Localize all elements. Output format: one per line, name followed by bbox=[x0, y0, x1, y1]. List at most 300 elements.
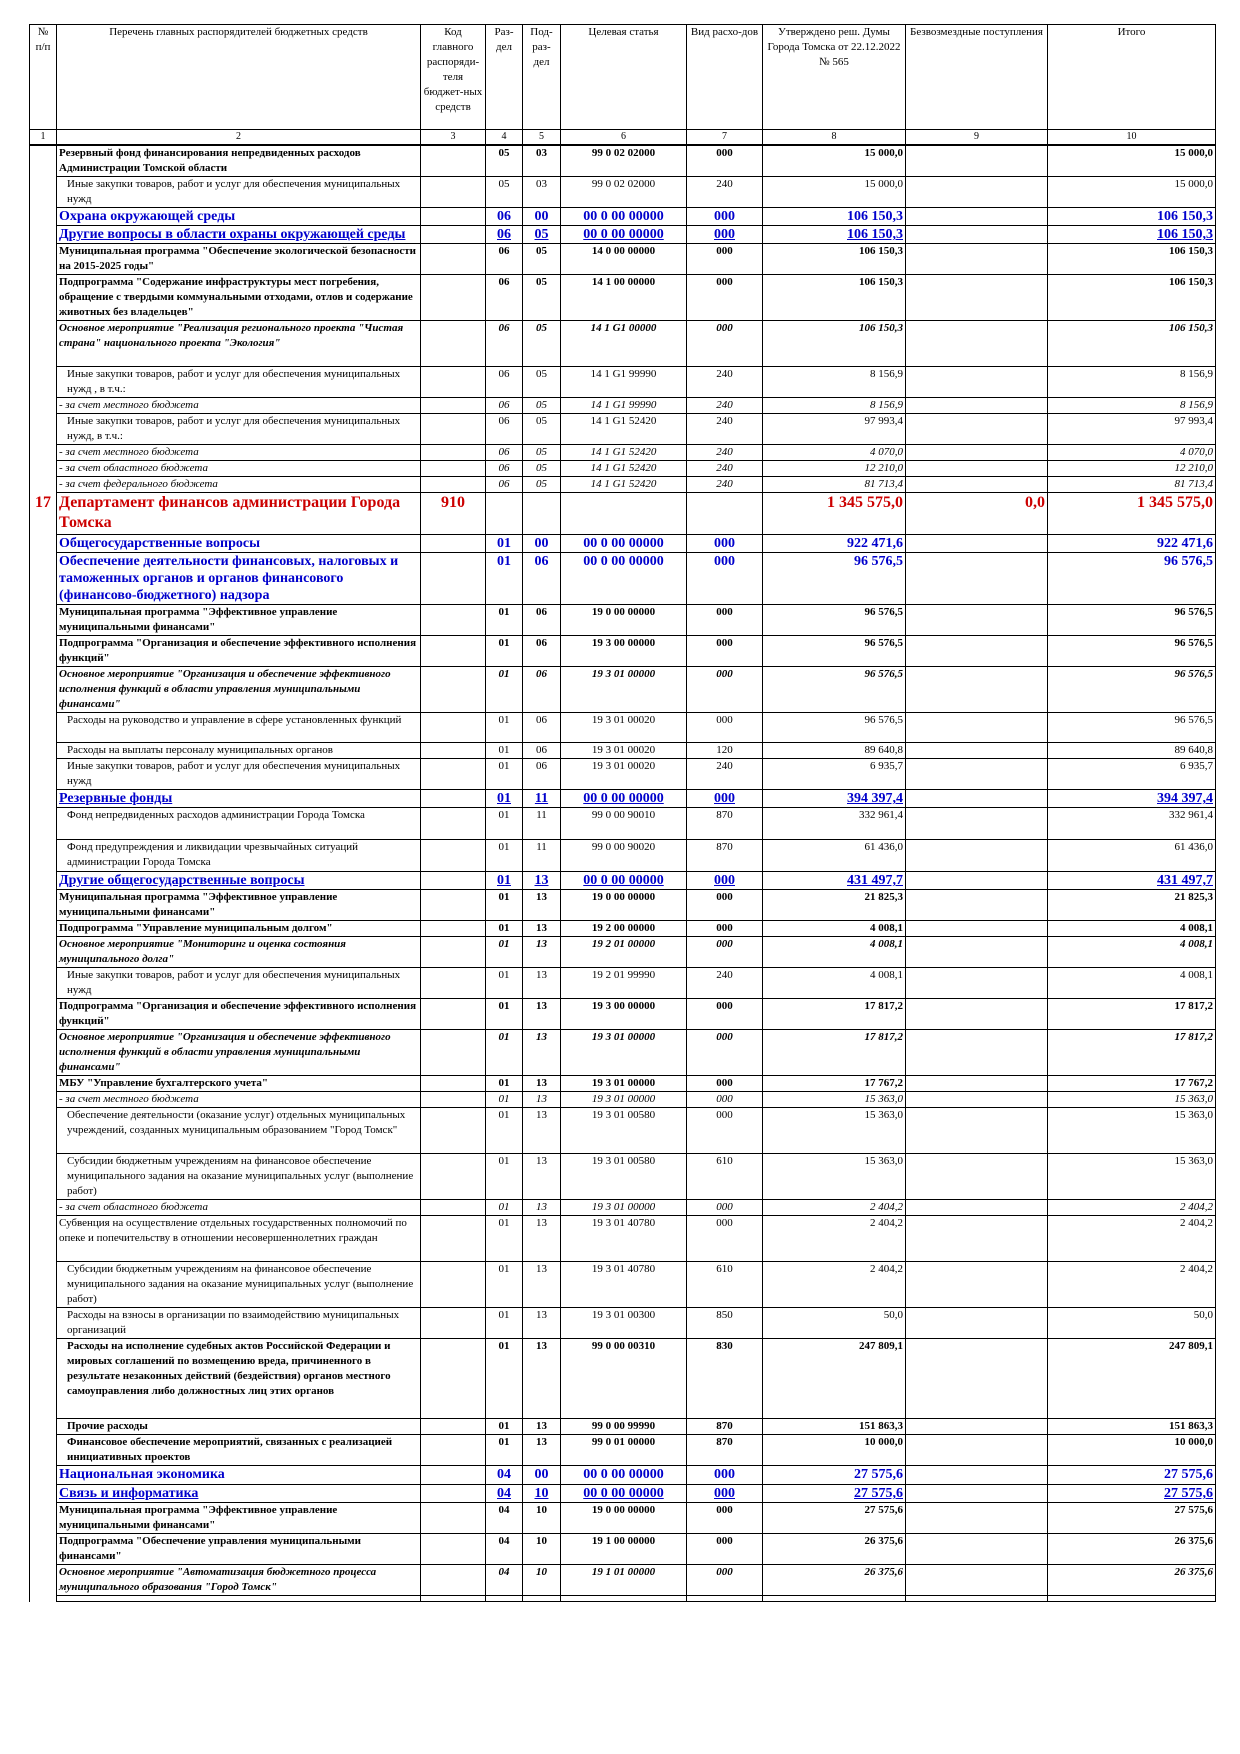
row-razdel: 04 bbox=[486, 1485, 523, 1503]
row-approved: 26 375,6 bbox=[763, 1534, 906, 1565]
row-expense-type: 240 bbox=[687, 759, 763, 790]
row-number bbox=[30, 321, 57, 367]
row-podrazdel: 13 bbox=[523, 1435, 561, 1466]
row-number bbox=[30, 968, 57, 999]
table-row bbox=[30, 1076, 1216, 1092]
row-total: 27 575,6 bbox=[1048, 1503, 1216, 1534]
row-total: 15 363,0 bbox=[1048, 1092, 1216, 1108]
col-header-approved: Утверждено реш. Думы Города Томска от 22.12.2022 № 565 bbox=[763, 25, 906, 130]
table-row bbox=[30, 713, 1216, 743]
row-grants bbox=[906, 461, 1048, 477]
row-grants bbox=[906, 840, 1048, 872]
row-code bbox=[421, 968, 486, 999]
row-podrazdel: 10 bbox=[523, 1503, 561, 1534]
row-target-article: 14 1 G1 52420 bbox=[561, 477, 687, 493]
row-target-article: 19 3 00 00000 bbox=[561, 636, 687, 667]
row-grants bbox=[906, 1092, 1048, 1108]
row-grants bbox=[906, 1154, 1048, 1200]
row-target-article: 99 0 00 90020 bbox=[561, 840, 687, 872]
row-number bbox=[30, 208, 57, 226]
row-name: Подпрограмма "Обеспечение управления муниципальными финансами" bbox=[57, 1534, 421, 1565]
row-total: 8 156,9 bbox=[1048, 367, 1216, 398]
row-name: Иные закупки товаров, работ и услуг для обеспечения муниципальных нужд , в т.ч.: bbox=[57, 367, 421, 398]
table-row bbox=[30, 921, 1216, 937]
row-approved: 247 809,1 bbox=[763, 1339, 906, 1419]
row-target-article: 99 0 01 00000 bbox=[561, 1435, 687, 1466]
row-number bbox=[30, 1154, 57, 1200]
row-name: Резервные фонды bbox=[57, 790, 421, 808]
table-row bbox=[30, 1092, 1216, 1108]
row-razdel: 06 bbox=[486, 244, 523, 275]
row-approved: 50,0 bbox=[763, 1308, 906, 1339]
row-razdel: 01 bbox=[486, 1216, 523, 1262]
row-number bbox=[30, 477, 57, 493]
row-code bbox=[421, 1466, 486, 1485]
row-razdel: 06 bbox=[486, 477, 523, 493]
row-podrazdel: 13 bbox=[523, 1154, 561, 1200]
row-number bbox=[30, 921, 57, 937]
row-total: 12 210,0 bbox=[1048, 461, 1216, 477]
row-number bbox=[30, 937, 57, 968]
row-total: 26 375,6 bbox=[1048, 1565, 1216, 1596]
row-target-article: 99 0 00 00310 bbox=[561, 1339, 687, 1419]
row-podrazdel: 13 bbox=[523, 1092, 561, 1108]
row-podrazdel: 06 bbox=[523, 636, 561, 667]
row-target-article: 19 0 00 00000 bbox=[561, 890, 687, 921]
row-expense-type: 240 bbox=[687, 177, 763, 208]
row-number bbox=[30, 636, 57, 667]
row-code bbox=[421, 808, 486, 840]
row-approved: 106 150,3 bbox=[763, 321, 906, 367]
table-row bbox=[30, 145, 1216, 177]
row-name: Субсидии бюджетным учреждениям на финансовое обеспечение муниципального задания на оказание муниципальных услуг (выполнение работ) bbox=[57, 1154, 421, 1200]
row-grants bbox=[906, 636, 1048, 667]
row-name: Иные закупки товаров, работ и услуг для обеспечения муниципальных нужд bbox=[57, 177, 421, 208]
table-row bbox=[30, 667, 1216, 713]
table-row bbox=[30, 461, 1216, 477]
row-expense-type: 240 bbox=[687, 968, 763, 999]
row-total: 4 008,1 bbox=[1048, 968, 1216, 999]
row-name: - за счет областного бюджета bbox=[57, 1200, 421, 1216]
table-row bbox=[30, 605, 1216, 636]
col-number: 1 bbox=[30, 130, 57, 146]
col-number: 5 bbox=[523, 130, 561, 146]
row-name: Иные закупки товаров, работ и услуг для обеспечения муниципальных нужд bbox=[57, 968, 421, 999]
row-expense-type: 240 bbox=[687, 445, 763, 461]
row-grants bbox=[906, 890, 1048, 921]
row-name: - за счет местного бюджета bbox=[57, 398, 421, 414]
col-number: 6 bbox=[561, 130, 687, 146]
row-number bbox=[30, 743, 57, 759]
row-approved: 17 767,2 bbox=[763, 1076, 906, 1092]
row-grants bbox=[906, 208, 1048, 226]
row-number bbox=[30, 367, 57, 398]
row-total: 15 363,0 bbox=[1048, 1154, 1216, 1200]
row-podrazdel: 05 bbox=[523, 367, 561, 398]
col-header-podrazdel: Под-раз-дел bbox=[523, 25, 561, 130]
table-row bbox=[30, 244, 1216, 275]
row-target-article: 19 3 01 00000 bbox=[561, 1076, 687, 1092]
filler-cell bbox=[1048, 1596, 1216, 1602]
row-number bbox=[30, 1076, 57, 1092]
row-razdel: 01 bbox=[486, 605, 523, 636]
filler-cell bbox=[687, 1596, 763, 1602]
row-approved: 431 497,7 bbox=[763, 872, 906, 890]
row-approved: 27 575,6 bbox=[763, 1503, 906, 1534]
row-grants bbox=[906, 937, 1048, 968]
row-name: Основное мероприятие "Реализация регионального проекта "Чистая страна" национального проекта "Экология" bbox=[57, 321, 421, 367]
row-expense-type: 000 bbox=[687, 1108, 763, 1154]
row-code bbox=[421, 177, 486, 208]
header-row bbox=[30, 25, 1216, 130]
row-grants bbox=[906, 968, 1048, 999]
row-razdel: 06 bbox=[486, 226, 523, 244]
row-expense-type: 240 bbox=[687, 477, 763, 493]
row-grants bbox=[906, 1339, 1048, 1419]
row-approved: 10 000,0 bbox=[763, 1435, 906, 1466]
row-expense-type: 000 bbox=[687, 145, 763, 177]
row-target-article: 19 3 01 00300 bbox=[561, 1308, 687, 1339]
row-code bbox=[421, 535, 486, 553]
row-name: Подпрограмма "Управление муниципальным долгом" bbox=[57, 921, 421, 937]
row-grants bbox=[906, 226, 1048, 244]
row-number bbox=[30, 790, 57, 808]
row-code bbox=[421, 414, 486, 445]
row-approved: 21 825,3 bbox=[763, 890, 906, 921]
row-total: 106 150,3 bbox=[1048, 321, 1216, 367]
row-approved: 8 156,9 bbox=[763, 367, 906, 398]
col-number: 2 bbox=[57, 130, 421, 146]
row-name: Фонд предупреждения и ликвидации чрезвычайных ситуаций администрации Города Томска bbox=[57, 840, 421, 872]
col-number: 4 bbox=[486, 130, 523, 146]
row-number: 17 bbox=[30, 493, 57, 535]
table-row bbox=[30, 275, 1216, 321]
table-row bbox=[30, 535, 1216, 553]
row-target-article: 00 0 00 00000 bbox=[561, 208, 687, 226]
row-podrazdel: 06 bbox=[523, 713, 561, 743]
row-number bbox=[30, 1339, 57, 1419]
row-total: 15 000,0 bbox=[1048, 145, 1216, 177]
budget-table-sheet bbox=[29, 24, 1215, 1602]
row-razdel: 04 bbox=[486, 1503, 523, 1534]
row-target-article: 19 2 01 00000 bbox=[561, 937, 687, 968]
row-razdel: 06 bbox=[486, 461, 523, 477]
row-razdel: 01 bbox=[486, 968, 523, 999]
row-total: 2 404,2 bbox=[1048, 1262, 1216, 1308]
row-expense-type: 000 bbox=[687, 1030, 763, 1076]
row-podrazdel: 05 bbox=[523, 461, 561, 477]
row-approved: 4 008,1 bbox=[763, 921, 906, 937]
row-podrazdel bbox=[523, 493, 561, 535]
row-total: 15 000,0 bbox=[1048, 177, 1216, 208]
row-grants bbox=[906, 1262, 1048, 1308]
row-number bbox=[30, 1030, 57, 1076]
row-podrazdel: 13 bbox=[523, 890, 561, 921]
table-row bbox=[30, 1534, 1216, 1565]
row-code bbox=[421, 477, 486, 493]
row-podrazdel: 06 bbox=[523, 759, 561, 790]
row-code bbox=[421, 1308, 486, 1339]
row-razdel: 06 bbox=[486, 367, 523, 398]
row-target-article: 00 0 00 00000 bbox=[561, 790, 687, 808]
row-name: Расходы на выплаты персоналу муниципальных органов bbox=[57, 743, 421, 759]
row-name: Основное мероприятие "Организация и обеспечение эффективного исполнения функций в области управления муниципальными финансами" bbox=[57, 1030, 421, 1076]
row-name: Муниципальная программа "Эффективное управление муниципальными финансами" bbox=[57, 605, 421, 636]
row-razdel: 06 bbox=[486, 321, 523, 367]
row-grants bbox=[906, 553, 1048, 605]
row-grants bbox=[906, 535, 1048, 553]
row-razdel: 01 bbox=[486, 1262, 523, 1308]
row-code bbox=[421, 1200, 486, 1216]
row-approved: 96 576,5 bbox=[763, 553, 906, 605]
row-approved: 4 070,0 bbox=[763, 445, 906, 461]
row-number bbox=[30, 553, 57, 605]
row-number bbox=[30, 808, 57, 840]
row-code bbox=[421, 999, 486, 1030]
row-target-article: 19 0 00 00000 bbox=[561, 605, 687, 636]
row-target-article: 19 3 01 00020 bbox=[561, 713, 687, 743]
row-podrazdel: 00 bbox=[523, 1466, 561, 1485]
row-name: Субвенция на осуществление отдельных государственных полномочий по опеке и попечительству в отношении несовершеннолетних граждан bbox=[57, 1216, 421, 1262]
table-row bbox=[30, 226, 1216, 244]
col-header-number: № п/п bbox=[30, 25, 57, 130]
row-code bbox=[421, 208, 486, 226]
row-podrazdel: 13 bbox=[523, 1108, 561, 1154]
row-total: 4 070,0 bbox=[1048, 445, 1216, 461]
row-name: Основное мероприятие "Мониторинг и оценка состояния муниципального долга" bbox=[57, 937, 421, 968]
row-code bbox=[421, 445, 486, 461]
row-number bbox=[30, 445, 57, 461]
row-approved: 6 935,7 bbox=[763, 759, 906, 790]
row-grants bbox=[906, 605, 1048, 636]
row-approved: 8 156,9 bbox=[763, 398, 906, 414]
row-podrazdel: 00 bbox=[523, 208, 561, 226]
row-target-article: 14 1 G1 52420 bbox=[561, 414, 687, 445]
row-razdel: 01 bbox=[486, 890, 523, 921]
row-target-article: 00 0 00 00000 bbox=[561, 535, 687, 553]
row-name: Расходы на исполнение судебных актов Российской Федерации и мировых соглашений по возмещению вреда, причиненного в результате незаконных действий (бездействия) органов местного самоуправления либо должностных лиц этих органов bbox=[57, 1339, 421, 1419]
row-code bbox=[421, 605, 486, 636]
row-name: Другие вопросы в области охраны окружающей среды bbox=[57, 226, 421, 244]
row-expense-type: 870 bbox=[687, 808, 763, 840]
row-grants bbox=[906, 1216, 1048, 1262]
row-podrazdel: 03 bbox=[523, 145, 561, 177]
row-expense-type: 000 bbox=[687, 321, 763, 367]
row-podrazdel: 13 bbox=[523, 1076, 561, 1092]
row-razdel: 06 bbox=[486, 414, 523, 445]
table-row bbox=[30, 1419, 1216, 1435]
row-code bbox=[421, 398, 486, 414]
row-razdel: 01 bbox=[486, 1435, 523, 1466]
row-grants bbox=[906, 367, 1048, 398]
row-total: 96 576,5 bbox=[1048, 713, 1216, 743]
row-target-article: 14 1 G1 00000 bbox=[561, 321, 687, 367]
row-grants bbox=[906, 1466, 1048, 1485]
row-total: 27 575,6 bbox=[1048, 1485, 1216, 1503]
row-expense-type: 000 bbox=[687, 226, 763, 244]
row-approved: 96 576,5 bbox=[763, 636, 906, 667]
row-total: 247 809,1 bbox=[1048, 1339, 1216, 1419]
row-total: 6 935,7 bbox=[1048, 759, 1216, 790]
row-total: 96 576,5 bbox=[1048, 667, 1216, 713]
row-total: 96 576,5 bbox=[1048, 636, 1216, 667]
row-code bbox=[421, 1030, 486, 1076]
row-code bbox=[421, 713, 486, 743]
row-approved: 922 471,6 bbox=[763, 535, 906, 553]
table-row bbox=[30, 1308, 1216, 1339]
row-grants bbox=[906, 177, 1048, 208]
row-podrazdel: 13 bbox=[523, 1216, 561, 1262]
row-razdel: 01 bbox=[486, 1108, 523, 1154]
row-expense-type: 120 bbox=[687, 743, 763, 759]
table-body bbox=[30, 145, 1216, 1602]
row-name: Прочие расходы bbox=[57, 1419, 421, 1435]
row-code bbox=[421, 921, 486, 937]
row-code bbox=[421, 1216, 486, 1262]
row-razdel: 01 bbox=[486, 1200, 523, 1216]
row-expense-type: 000 bbox=[687, 275, 763, 321]
row-total: 8 156,9 bbox=[1048, 398, 1216, 414]
row-razdel: 01 bbox=[486, 535, 523, 553]
row-target-article: 14 1 00 00000 bbox=[561, 275, 687, 321]
row-razdel bbox=[486, 493, 523, 535]
table-row bbox=[30, 1216, 1216, 1262]
row-name: Связь и информатика bbox=[57, 1485, 421, 1503]
row-expense-type: 000 bbox=[687, 921, 763, 937]
row-grants bbox=[906, 1503, 1048, 1534]
row-grants bbox=[906, 1308, 1048, 1339]
row-razdel: 01 bbox=[486, 808, 523, 840]
row-razdel: 01 bbox=[486, 713, 523, 743]
row-code bbox=[421, 1419, 486, 1435]
row-podrazdel: 06 bbox=[523, 605, 561, 636]
row-podrazdel: 13 bbox=[523, 1308, 561, 1339]
row-grants bbox=[906, 1419, 1048, 1435]
row-code bbox=[421, 667, 486, 713]
row-razdel: 01 bbox=[486, 921, 523, 937]
row-target-article: 19 3 01 00000 bbox=[561, 1030, 687, 1076]
row-expense-type: 000 bbox=[687, 1092, 763, 1108]
row-total: 21 825,3 bbox=[1048, 890, 1216, 921]
row-approved: 27 575,6 bbox=[763, 1466, 906, 1485]
row-expense-type: 000 bbox=[687, 890, 763, 921]
row-code bbox=[421, 636, 486, 667]
table-row bbox=[30, 477, 1216, 493]
row-code bbox=[421, 461, 486, 477]
row-number bbox=[30, 1308, 57, 1339]
row-approved: 27 575,6 bbox=[763, 1485, 906, 1503]
col-header-razdel: Раз-дел bbox=[486, 25, 523, 130]
row-podrazdel: 13 bbox=[523, 921, 561, 937]
row-expense-type: 870 bbox=[687, 840, 763, 872]
table-row bbox=[30, 1108, 1216, 1154]
table-row bbox=[30, 414, 1216, 445]
row-target-article: 19 2 00 00000 bbox=[561, 921, 687, 937]
row-expense-type: 000 bbox=[687, 1485, 763, 1503]
col-number: 7 bbox=[687, 130, 763, 146]
row-name: Национальная экономика bbox=[57, 1466, 421, 1485]
row-number bbox=[30, 759, 57, 790]
row-target-article: 19 3 01 00580 bbox=[561, 1108, 687, 1154]
row-approved: 26 375,6 bbox=[763, 1565, 906, 1596]
table-row bbox=[30, 999, 1216, 1030]
row-target-article: 19 3 01 00000 bbox=[561, 1092, 687, 1108]
row-expense-type: 000 bbox=[687, 1200, 763, 1216]
row-approved: 2 404,2 bbox=[763, 1200, 906, 1216]
row-target-article: 14 1 G1 99990 bbox=[561, 367, 687, 398]
row-number bbox=[30, 605, 57, 636]
row-name: Иные закупки товаров, работ и услуг для обеспечения муниципальных нужд bbox=[57, 759, 421, 790]
row-razdel: 05 bbox=[486, 177, 523, 208]
row-podrazdel: 06 bbox=[523, 553, 561, 605]
row-number bbox=[30, 226, 57, 244]
row-approved: 15 363,0 bbox=[763, 1154, 906, 1200]
table-row bbox=[30, 1154, 1216, 1200]
row-number bbox=[30, 145, 57, 177]
row-expense-type: 240 bbox=[687, 414, 763, 445]
row-podrazdel: 10 bbox=[523, 1485, 561, 1503]
row-approved: 15 363,0 bbox=[763, 1108, 906, 1154]
row-grants bbox=[906, 1076, 1048, 1092]
row-razdel: 06 bbox=[486, 208, 523, 226]
row-approved: 17 817,2 bbox=[763, 999, 906, 1030]
row-total: 151 863,3 bbox=[1048, 1419, 1216, 1435]
row-code bbox=[421, 367, 486, 398]
row-expense-type: 000 bbox=[687, 535, 763, 553]
row-razdel: 01 bbox=[486, 1419, 523, 1435]
budget-table bbox=[29, 24, 1216, 1602]
row-approved: 2 404,2 bbox=[763, 1216, 906, 1262]
row-expense-type: 000 bbox=[687, 872, 763, 890]
row-total: 89 640,8 bbox=[1048, 743, 1216, 759]
row-name: Подпрограмма "Организация и обеспечение эффективного исполнения функций" bbox=[57, 636, 421, 667]
row-expense-type: 000 bbox=[687, 553, 763, 605]
table-row bbox=[30, 968, 1216, 999]
row-code bbox=[421, 321, 486, 367]
row-grants bbox=[906, 275, 1048, 321]
row-total: 17 817,2 bbox=[1048, 999, 1216, 1030]
row-total: 4 008,1 bbox=[1048, 921, 1216, 937]
row-podrazdel: 05 bbox=[523, 398, 561, 414]
row-grants: 0,0 bbox=[906, 493, 1048, 535]
row-approved: 17 817,2 bbox=[763, 1030, 906, 1076]
row-expense-type: 000 bbox=[687, 208, 763, 226]
row-name: Основное мероприятие "Организация и обеспечение эффективного исполнения функций в области управления муниципальными финансами" bbox=[57, 667, 421, 713]
row-number bbox=[30, 1466, 57, 1485]
row-grants bbox=[906, 477, 1048, 493]
row-grants bbox=[906, 921, 1048, 937]
row-number bbox=[30, 667, 57, 713]
row-number bbox=[30, 1200, 57, 1216]
row-grants bbox=[906, 145, 1048, 177]
row-razdel: 01 bbox=[486, 553, 523, 605]
row-number bbox=[30, 1216, 57, 1262]
row-grants bbox=[906, 1534, 1048, 1565]
row-grants bbox=[906, 1485, 1048, 1503]
table-row bbox=[30, 445, 1216, 461]
row-target-article bbox=[561, 493, 687, 535]
row-expense-type: 000 bbox=[687, 1565, 763, 1596]
row-approved: 332 961,4 bbox=[763, 808, 906, 840]
row-podrazdel: 05 bbox=[523, 321, 561, 367]
table-row bbox=[30, 759, 1216, 790]
row-code: 910 bbox=[421, 493, 486, 535]
row-number bbox=[30, 713, 57, 743]
col-header-target-article: Целевая статья bbox=[561, 25, 687, 130]
col-header-total: Итого bbox=[1048, 25, 1216, 130]
row-podrazdel: 05 bbox=[523, 275, 561, 321]
filler-cell bbox=[30, 1596, 57, 1602]
